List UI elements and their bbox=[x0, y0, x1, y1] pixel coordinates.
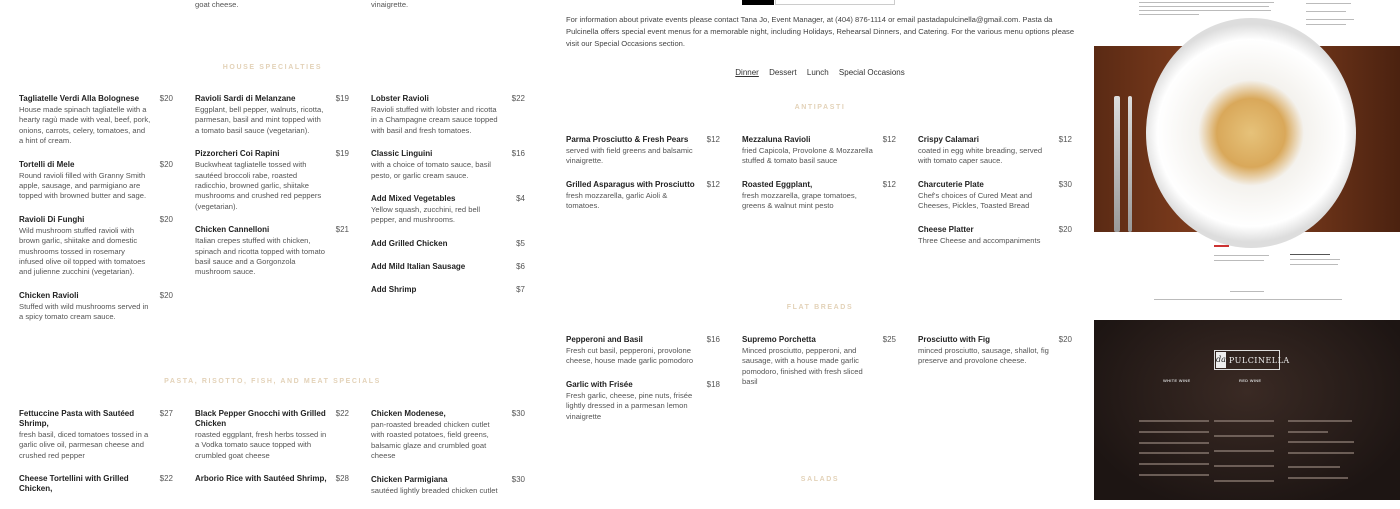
menu-item bbox=[371, 149, 525, 181]
menu-item-price: $27 bbox=[159, 409, 173, 418]
menu-item-price: $4 bbox=[516, 194, 525, 204]
menu-item-title: Add Shrimp bbox=[371, 284, 417, 294]
menu-item-title: Cheese Platter bbox=[918, 224, 974, 234]
section-heading: HOUSE SPECIALTIES bbox=[222, 64, 323, 71]
menu-item-price: $6 bbox=[516, 261, 525, 271]
menu-item bbox=[371, 285, 525, 295]
menu-item-title: Lobster Ravioli bbox=[371, 94, 429, 103]
menu-item-description: Buckwheat tagliatelle tossed with sautéed broccoli rabe, roasted radicchio, browned garlic, shiitake mushrooms and crushed red peppers (vegetarian). bbox=[195, 160, 322, 211]
menu-item bbox=[918, 135, 1072, 167]
menu-item bbox=[19, 94, 173, 147]
menu-item-title: Chicken Cannelloni bbox=[195, 225, 270, 235]
menu-item-price: $30 bbox=[511, 474, 525, 484]
menu-item-description: Round ravioli filled with Granny Smith apple, sausage, and parmigiano are topped with browned butter and sage. bbox=[19, 170, 147, 201]
menu-item-title: Cheese Tortellini with Grilled Chicken, bbox=[19, 474, 129, 494]
menu-item-description: sautéed lightly breaded chicken cutlet bbox=[371, 485, 498, 495]
menu-item bbox=[19, 291, 173, 323]
menu-item-description: served with field greens and balsamic vinaigrette. bbox=[566, 146, 693, 166]
menu-item bbox=[19, 215, 173, 278]
section-heading: PASTA, RISOTTO, FISH, AND MEAT SPECIALS bbox=[164, 378, 381, 385]
menu-item bbox=[19, 474, 173, 494]
menu-item bbox=[566, 380, 720, 422]
tab-lunch[interactable]: Lunch bbox=[806, 68, 829, 77]
menu-column bbox=[566, 135, 720, 225]
menu-item bbox=[371, 262, 525, 272]
menu-column bbox=[742, 135, 896, 225]
menu-item-title: Supremo Porchetta bbox=[742, 335, 816, 344]
menu-item-title: Parma Prosciutto & Fresh Pears bbox=[566, 135, 689, 144]
menu-item bbox=[371, 239, 525, 249]
menu-item-title: Chicken Modenese, bbox=[371, 409, 446, 418]
menu-item-price: $20 bbox=[159, 214, 173, 224]
menu-item-title: Chicken Ravioli bbox=[19, 290, 79, 300]
menu-item-title: Add Mild Italian Sausage bbox=[371, 261, 466, 271]
menu-item-description: Ravioli stuffed with lobster and ricotta in a Champagne cream sauce topped with basil and fresh tomatoes. bbox=[371, 105, 498, 135]
red-wine-heading: RED WINE bbox=[1239, 378, 1262, 383]
cropped-header-controls bbox=[742, 0, 897, 5]
menu-item bbox=[195, 149, 349, 212]
menu-item bbox=[371, 475, 525, 496]
menu-item-price: $19 bbox=[335, 94, 349, 103]
menu-item-price: $22 bbox=[335, 409, 349, 418]
restaurant-logo bbox=[1214, 350, 1290, 370]
snippet-text: vinaigrette. bbox=[371, 0, 409, 9]
menu-item bbox=[195, 409, 349, 461]
tab-special-occasions[interactable]: Special Occasions bbox=[838, 68, 905, 77]
menu-item-price: $22 bbox=[511, 94, 525, 103]
menu-item-description: fried Capicola, Provolone & Mozzarella stuffed & tomato basil sauce bbox=[742, 146, 873, 166]
menu-item-description: Eggplant, bell pepper, walnuts, ricotta, parmesan, basil and mint topped with a tomato basil sauce (vegetarian). bbox=[195, 105, 324, 135]
menu-tabs bbox=[550, 68, 1090, 77]
menu-item bbox=[19, 409, 173, 461]
logo-mark: da bbox=[1216, 352, 1226, 368]
menu-item-price: $12 bbox=[882, 135, 896, 144]
menu-item-description: minced prosciutto, sausage, shallot, fig preserve and provolone cheese. bbox=[918, 346, 1049, 366]
menu-item-price: $18 bbox=[706, 379, 720, 389]
menu-column bbox=[195, 94, 349, 291]
menu-item-price: $12 bbox=[882, 179, 896, 189]
menu-item-price: $20 bbox=[159, 290, 173, 300]
menu-item bbox=[742, 335, 896, 388]
menu-item-description: Three Cheese and accompaniments bbox=[918, 235, 1041, 245]
tab-dessert[interactable]: Dessert bbox=[769, 68, 797, 77]
menu-item bbox=[371, 94, 525, 136]
menu-column bbox=[195, 409, 349, 497]
menu-item bbox=[918, 225, 1072, 246]
menu-item-description: Minced prosciutto, pepperoni, and sausage, with a house made garlic pomodoro, finished with fresh sliced basil bbox=[742, 346, 863, 387]
menu-item bbox=[566, 135, 720, 167]
menu-item-price: $16 bbox=[706, 335, 720, 344]
menu-item-title: Roasted Eggplant, bbox=[742, 179, 813, 189]
section-heading: ANTIPASTI bbox=[794, 104, 846, 111]
private-events-info: For information about private events please contact Tana Jo, Event Manager, at (404) 876-1114 or email pastadapulcinella@gmail.com. Pasta da Pulcinella offers special event menus for a memorable night, including Holidays, Rehearsal Dinners, and Catering. For the various menu options please visit our Special Occasions section. bbox=[566, 15, 1075, 49]
menu-column bbox=[371, 409, 525, 509]
menu-item-title: Black Pepper Gnocchi with Grilled Chicken bbox=[195, 409, 326, 428]
menu-item-title: Grilled Asparagus with Prosciutto bbox=[566, 179, 695, 189]
menu-column bbox=[566, 335, 720, 435]
section-heading: FLAT BREADS bbox=[786, 304, 854, 311]
menu-item-price: $21 bbox=[335, 225, 349, 235]
menu-column bbox=[19, 94, 173, 336]
menu-item-price: $20 bbox=[1058, 224, 1072, 234]
tab-dinner[interactable]: Dinner bbox=[735, 68, 759, 77]
menu-item-price: $30 bbox=[511, 409, 525, 418]
menu-column bbox=[371, 94, 525, 308]
snippet-text: goat cheese. bbox=[195, 0, 239, 9]
menu-item-price: $12 bbox=[706, 179, 720, 189]
menu-item-description: fresh mozzarella, grape tomatoes, greens & walnut mint pesto bbox=[742, 190, 857, 211]
menu-item-description: roasted eggplant, fresh herbs tossed in a Vodka tomato sauce topped with crumbled goat cheese bbox=[195, 430, 327, 460]
menu-item-description: Wild mushroom stuffed ravioli with brown garlic, shiitake and domestic mushrooms tossed in rosemary infused olive oil topped with tomatoes and julienne zucchini (vegetarian). bbox=[19, 225, 146, 277]
section-heading: SALADS bbox=[800, 476, 840, 483]
menu-item-price: $30 bbox=[1058, 179, 1072, 189]
menu-item bbox=[918, 335, 1072, 367]
menu-item-price: $20 bbox=[159, 159, 173, 169]
menu-panel-main bbox=[550, 0, 1090, 500]
menu-item-price: $20 bbox=[1058, 335, 1072, 344]
menu-item-title: Ravioli Di Funghi bbox=[19, 214, 85, 224]
menu-item-title: Chicken Parmigiana bbox=[371, 474, 448, 484]
menu-item-description: Chef's choices of Cured Meat and Cheeses, Pickles, Toasted Bread bbox=[918, 190, 1033, 211]
menu-column bbox=[19, 409, 173, 507]
menu-item-price: $16 bbox=[511, 149, 525, 159]
menu-item-description: pan-roasted breaded chicken cutlet with roasted potatoes, field greens, balsamic glaze and crumbled goat cheese bbox=[371, 420, 490, 461]
menu-column bbox=[918, 135, 1072, 259]
menu-item-price: $28 bbox=[335, 474, 349, 484]
menu-item-title: Mezzaluna Ravioli bbox=[742, 135, 811, 144]
menu-item bbox=[742, 180, 896, 212]
menu-item-description: Fresh garlic, cheese, pine nuts, frisée lightly dressed in a parmesan lemon vinaigrette bbox=[566, 390, 693, 421]
menu-item-title: Charcuterie Plate bbox=[918, 179, 984, 189]
menu-item-description: House made spinach tagliatelle with a hearty ragù made with veal, beef, pork, onions, carrots, celery, tomatoes, and a hint of cream. bbox=[19, 105, 151, 146]
menu-item bbox=[371, 194, 525, 226]
menu-item-title: Classic Linguini bbox=[371, 149, 433, 159]
menu-item-title: Ravioli Sardi di Melanzane bbox=[195, 94, 296, 103]
menu-item-title: Tortelli di Mele bbox=[19, 159, 75, 169]
menu-item-description: fresh mozzarella, garlic Aioli & tomatoes. bbox=[566, 190, 668, 211]
menu-item-description: Stuffed with wild mushrooms served in a spicy tomato cream sauce. bbox=[19, 301, 149, 322]
menu-column bbox=[742, 335, 896, 401]
menu-item-title: Add Mixed Vegetables bbox=[371, 194, 456, 204]
menu-item-description: coated in egg white breading, served with tomato caper sauce. bbox=[918, 146, 1043, 166]
menu-item-title: Pizzorcheri Coi Rapini bbox=[195, 149, 280, 159]
menu-item-description: fresh basil, diced tomatoes tossed in a garlic olive oil, parmesan cheese and crushed red pepper bbox=[19, 430, 149, 460]
menu-item-description: with a choice of tomato sauce, basil pesto, or garlic cream sauce. bbox=[371, 160, 491, 180]
menu-item-price: $12 bbox=[1058, 135, 1072, 144]
image-gallery bbox=[1094, 0, 1400, 500]
menu-item-price: $7 bbox=[516, 284, 525, 294]
menu-item-price: $25 bbox=[882, 335, 896, 344]
wine-menu-image[interactable] bbox=[1094, 320, 1400, 500]
menu-item-title: Pepperoni and Basil bbox=[566, 335, 643, 344]
menu-item-price: $22 bbox=[159, 474, 173, 484]
knife-icon bbox=[1128, 96, 1132, 232]
pasta-dish-photo[interactable] bbox=[1094, 46, 1400, 232]
menu-item-price: $20 bbox=[159, 94, 173, 103]
menu-item bbox=[195, 474, 349, 484]
menu-item bbox=[742, 135, 896, 167]
menu-item-title: Tagliatelle Verdi Alla Bolognese bbox=[19, 94, 140, 103]
white-wine-heading: WHITE WINE bbox=[1163, 378, 1191, 383]
menu-item bbox=[566, 335, 720, 367]
menu-panel-left bbox=[0, 0, 545, 500]
menu-item-title: Arborio Rice with Sautéed Shrimp, bbox=[195, 474, 327, 484]
menu-column bbox=[918, 335, 1072, 380]
menu-item-price: $5 bbox=[516, 238, 525, 248]
menu-item-title: Fettuccine Pasta with Sautéed Shrimp, bbox=[19, 409, 135, 428]
plate-image bbox=[1146, 18, 1356, 248]
menu-item bbox=[918, 180, 1072, 212]
menu-item-price: $12 bbox=[706, 135, 720, 144]
menu-item bbox=[195, 94, 349, 136]
menu-item-description: Yellow squash, zucchini, red bell pepper, and mushrooms. bbox=[371, 205, 481, 225]
menu-item bbox=[195, 225, 349, 278]
menu-item-title: Add Grilled Chicken bbox=[371, 238, 448, 248]
menu-item-description: Italian crepes stuffed with chicken, spinach and ricotta topped with tomato basil sauce and a Gorgonzola mushroom sauce. bbox=[195, 236, 326, 277]
fork-icon bbox=[1114, 96, 1120, 232]
menu-item-price: $19 bbox=[335, 149, 349, 159]
menu-item bbox=[371, 409, 525, 462]
menu-item-description: Fresh cut basil, pepperoni, provolone cheese, house made garlic pomodoro bbox=[566, 346, 694, 366]
menu-item bbox=[19, 160, 173, 202]
menu-item bbox=[566, 180, 720, 212]
menu-item-title: Crispy Calamari bbox=[918, 135, 979, 144]
logo-name: PULCINELLA bbox=[1228, 355, 1290, 365]
menu-item-title: Prosciutto with Fig bbox=[918, 335, 990, 344]
menu-item-title: Garlic with Frisée bbox=[566, 379, 633, 389]
